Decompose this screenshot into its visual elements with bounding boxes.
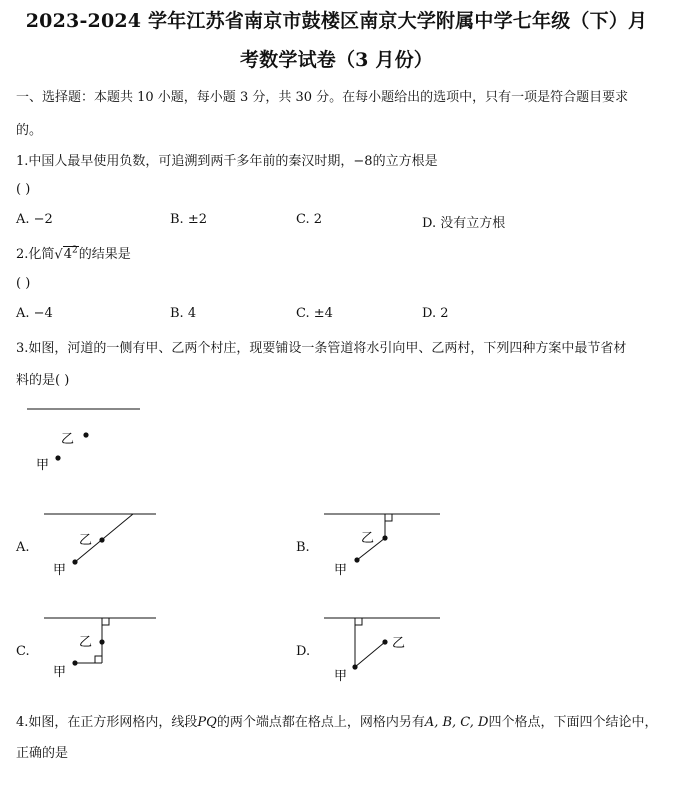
village-yi-label: 乙 <box>79 533 93 548</box>
q2-option-b: B. 4 <box>170 306 197 321</box>
village-jia-dot <box>352 664 357 669</box>
q2-exponent: 2 <box>71 245 78 256</box>
village-jia-label: 甲 <box>334 563 348 578</box>
village-jia-dot <box>72 660 77 665</box>
q3-option-b: B. <box>296 540 310 555</box>
right-angle-mark <box>385 514 392 521</box>
q1-option-c: C. 2 <box>296 212 323 227</box>
village-jia-label: 甲 <box>53 563 67 578</box>
q1-stem: 1.中国人最早使用负数，可追溯到两千多年前的秦汉时期，−8的立方根是 <box>16 154 438 169</box>
q4-stem-suffix: 四个格点，下面四个结论中， <box>488 715 658 730</box>
village-jia-label: 甲 <box>53 665 67 680</box>
q3-stem-line-2: 料的是( ) <box>16 373 70 388</box>
q2-stem-suffix: 的结果是 <box>78 247 131 262</box>
village-yi-label: 乙 <box>61 432 75 447</box>
q1-option-b: B. ±2 <box>170 212 207 227</box>
q3-stem-line-1: 3.如图，河道的一侧有甲、乙两个村庄，现要铺设一条管道将水引向甲、乙两村，下列四种方案中最节省材 <box>16 341 627 356</box>
q4-stem-prefix: 4.如图，在正方形网格内，线段 <box>16 715 198 730</box>
q3-option-c-figure <box>0 605 200 690</box>
q2-stem <box>16 243 131 262</box>
paper-title-line-1: 2023-2024 学年江苏省南京市鼓楼区南京大学附属中学七年级（下）月 <box>25 10 648 32</box>
right-angle-mark <box>355 618 362 625</box>
village-yi-dot <box>99 537 104 542</box>
q1-option-d: D. 没有立方根 <box>422 216 506 231</box>
q3-option-b-figure <box>300 500 500 585</box>
pipeline-line <box>355 642 385 667</box>
village-yi-label: 乙 <box>79 635 93 650</box>
q1-answer-paren: ( ) <box>16 182 31 197</box>
village-yi-label: 乙 <box>361 531 375 546</box>
sqrt-expression: $√4^2$ <box>54 245 78 262</box>
q4-stem-middle: 的两个端点都在格点上，网格内另有 <box>216 715 425 730</box>
village-yi-label: 乙 <box>392 636 406 651</box>
q2-answer-paren: ( ) <box>16 276 31 291</box>
village-jia-label: 甲 <box>36 458 50 473</box>
q4-stem-line-2: 正确的是 <box>16 746 69 761</box>
segment-pq-label: PQ <box>197 715 217 730</box>
q3-base-figure <box>0 395 200 485</box>
q2-radicand: 4 <box>63 247 72 262</box>
village-jia-dot <box>72 559 77 564</box>
village-jia-label: 甲 <box>334 669 348 684</box>
village-yi-dot <box>382 535 387 540</box>
q2-stem-prefix: 2.化简 <box>16 247 55 262</box>
section-instructions-line-2: 的。 <box>16 123 43 138</box>
village-yi-dot <box>83 432 88 437</box>
q3-option-c: C. <box>16 644 30 659</box>
q3-option-a: A. <box>16 540 30 555</box>
section-instructions-line-1: 一、选择题：本题共 10 小题，每小题 3 分，共 30 分。在每小题给出的选项中，只有一项是符合题目要求 <box>16 90 629 105</box>
q1-option-a: A. −2 <box>16 212 53 227</box>
q3-option-d: D. <box>296 644 311 659</box>
grid-points-label: A, B, C, D <box>424 715 489 730</box>
q2-option-c: C. ±4 <box>296 306 333 321</box>
village-yi-dot <box>382 639 387 644</box>
q3-option-d-figure <box>300 605 500 690</box>
q4-stem-line-1 <box>16 711 658 730</box>
village-yi-dot <box>99 639 104 644</box>
q3-option-a-figure <box>0 500 200 585</box>
q2-option-d: D. 2 <box>422 306 449 321</box>
q2-option-a: A. −4 <box>16 306 53 321</box>
paper-title-line-2: 考数学试卷（3 月份） <box>239 49 434 71</box>
village-jia-dot <box>354 557 359 562</box>
right-angle-mark <box>102 618 109 625</box>
right-angle-mark <box>95 656 102 663</box>
village-jia-dot <box>55 455 60 460</box>
